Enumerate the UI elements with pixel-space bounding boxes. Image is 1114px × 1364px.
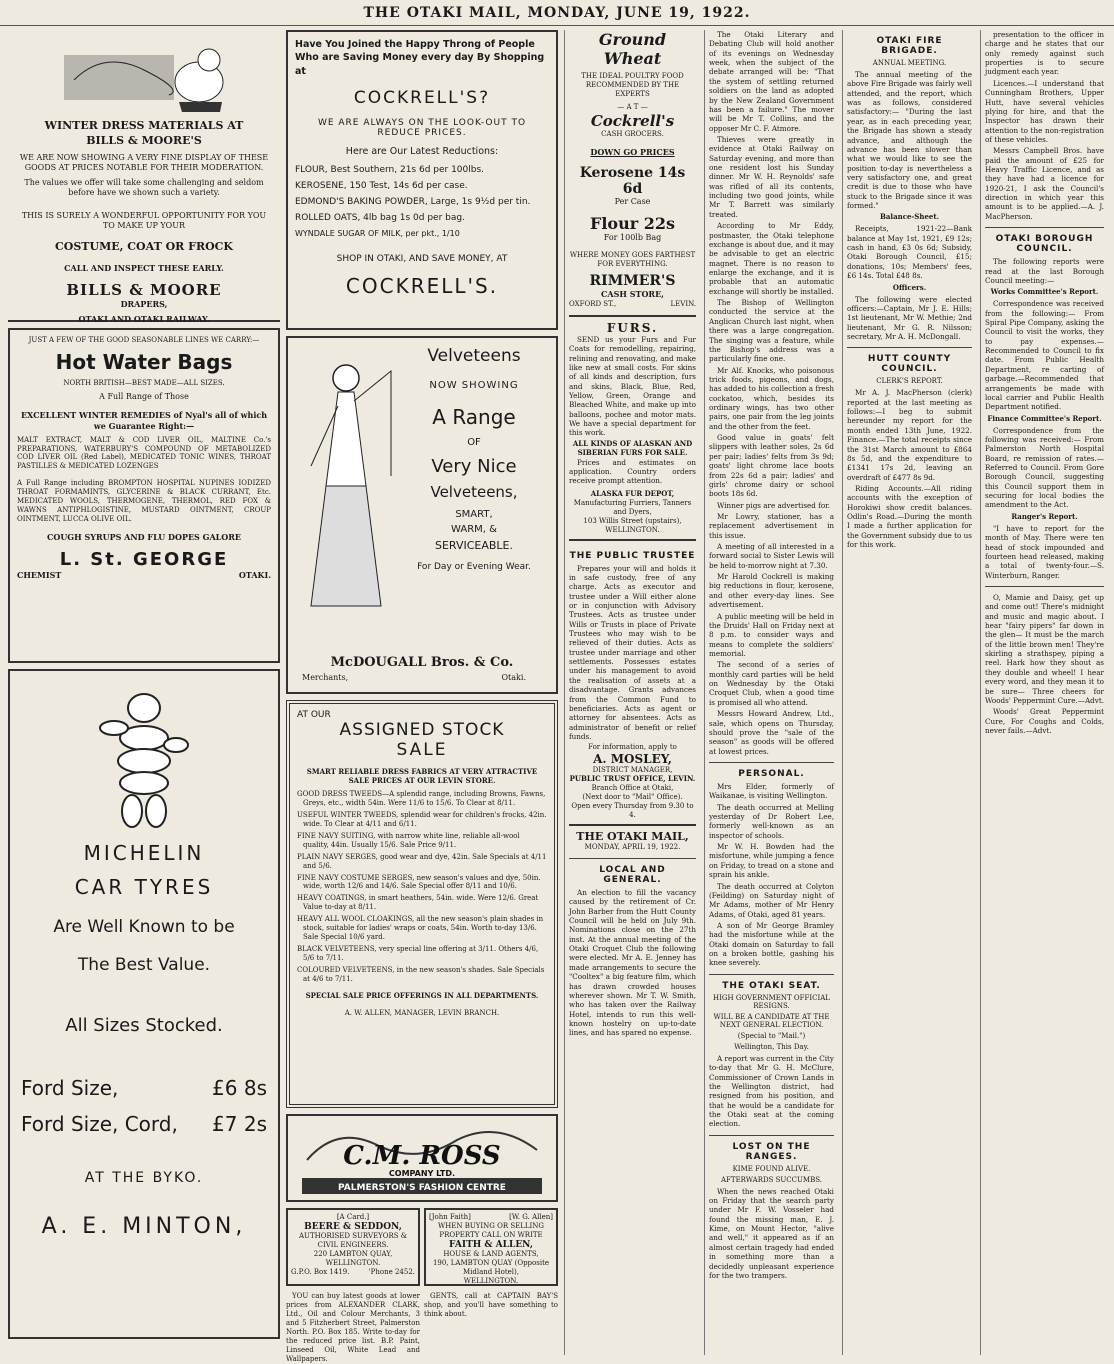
balance-text: Receipts, 1921-22—Bank balance at May 1st, 1921, £9 12s; cash in hand, £3 0s 6d; Subsidy, Otaki Borough Council, £15; donations, 10s; Members' fees, £6 14s. Total £48 8s. bbox=[847, 224, 972, 281]
cockrell-edmonds: EDMOND'S BAKING POWDER, Large, 1s 9½d per tin. bbox=[295, 196, 531, 207]
ground-cockrells: Cockrell's bbox=[590, 111, 675, 130]
ross-company: COMPANY LTD. bbox=[388, 1169, 456, 1178]
ross-advert bbox=[286, 1114, 558, 1202]
column-5 bbox=[842, 30, 976, 1355]
ranger-head: Ranger's Report. bbox=[1011, 511, 1078, 521]
ground-wheat-advert bbox=[569, 30, 696, 317]
column-3 bbox=[564, 30, 700, 1355]
public-trustee-advert bbox=[569, 541, 696, 827]
george-cough: COUGH SYRUPS AND FLU DOPES GALORE bbox=[46, 532, 241, 543]
allen-item: GOOD DRESS TWEEDS—A splendid range, including Browns, Fawns, Greys, etc., width 54in. Were 11/6 to 15/6. To Clear at 8/11. bbox=[297, 789, 546, 807]
furs-advert bbox=[569, 317, 696, 541]
ground-rimmer: RIMMER'S bbox=[589, 273, 676, 290]
hutt-text: Mr A. J. MacPherson (clerk) reported at the last meeting as follows:—I beg to submit hereunder my report for the month ended 13th June, 1922. Finance.—The total receipts since the 31st March amount to £864 8s 5d, and the expenditure to £1341 17s 2d, leaving an overdraft of £477 8s 9d. bbox=[847, 388, 972, 482]
bramley-para: A son of Mr George Bramley had the misfortune while at the Otaki domain on Saturday to fall on a broken bottle, gashing his knee severely. bbox=[709, 920, 834, 968]
velv-serviceable: SERVICEABLE. bbox=[434, 539, 514, 552]
cockrell-name: COCKRELL'S? bbox=[353, 87, 491, 108]
officers-head: Officers. bbox=[892, 282, 927, 292]
works-text: Correspondence was received from the following:— From Spiral Pipe Company, asking the Council to visit the works, they to pay expenses.—Recommended to Council to fix date. From Public Health Department, re carting of garbage.—Recommended that arrangements be made with local carrier and Public Health Department notified. bbox=[985, 299, 1104, 412]
bills-headline-2: BILLS & MOORE'S bbox=[86, 133, 202, 147]
faith-addr: 190, LAMBTON QUAY (Opposite Midland Hotel), bbox=[432, 1258, 550, 1276]
ross-tagline: PALMERSTON'S FASHION CENTRE bbox=[338, 1183, 506, 1193]
column-4 bbox=[704, 30, 838, 1355]
allen-item: HEAVY ALL WOOL CLOAKINGS, all the new season's plain shades in stock, suitable for ladies' wraps or coats, 54in. Worth to-day 13/6. Sale Special 10/6 yard. bbox=[297, 915, 544, 942]
masthead: THE OTAKI MAIL, MONDAY, JUNE 19, 1922. bbox=[0, 0, 1114, 26]
bills-headline: WINTER DRESS MATERIALS AT bbox=[44, 119, 244, 132]
seat-place: Wellington, This Day. bbox=[734, 1042, 809, 1051]
velv-smart: SMART, bbox=[455, 509, 493, 520]
alaska-depot: ALASKA FUR DEPOT, bbox=[590, 488, 675, 498]
mail-title: THE OTAKI MAIL, bbox=[576, 830, 689, 844]
allen-item: FINE NAVY SUITING, with narrow white line, reliable all-wool quality, 44in. Usually 15/6. Sale Price 9/11. bbox=[297, 831, 520, 849]
faith-name: FAITH & ALLEN, bbox=[449, 1239, 533, 1250]
faith-card-2: [W. G. Allen] bbox=[509, 1213, 553, 1221]
cockrell-lookout: WE ARE ALWAYS ON THE LOOK-OUT TO REDUCE PRICES. bbox=[317, 117, 527, 138]
george-range: A Full Range of Those bbox=[99, 391, 189, 401]
allen-at: AT OUR bbox=[297, 710, 331, 720]
velv-firm: McDOUGALL Bros. & Co. bbox=[330, 655, 514, 670]
velv-of: OF bbox=[467, 437, 481, 448]
seat-sub: HIGH GOVERNMENT OFFICIAL RESIGNS. bbox=[713, 993, 830, 1010]
bills-costume: COSTUME, COAT OR FROCK bbox=[55, 239, 233, 253]
cockrell-latest: Here are Our Latest Reductions: bbox=[345, 145, 499, 157]
mosley-next: (Next door to "Mail" Office). bbox=[582, 793, 683, 802]
george-town: OTAKI. bbox=[238, 569, 271, 580]
bills-intro: WE ARE NOW SHOWING A VERY FINE DISPLAY OF THESE GOODS AT PRICES NOTABLE FOR THEIR MODERATION. bbox=[19, 152, 269, 173]
ranges-text: When the news reached Otaki on Friday that the search party under Mr F. W. Vosseler had found the missing man, E. J. Kime, on Mount Hector, "alive and well," it appeared as if an almost certain tragedy had ended in something more than a decidedly unpleasant experience for the two trampers. bbox=[709, 1186, 834, 1280]
ground-poultry: THE IDEAL POULTRY FOOD RECOMMENDED BY THE EXPERTS bbox=[581, 72, 684, 98]
fire-head: OTAKI FIRE BRIGADE. bbox=[876, 36, 943, 56]
eddy-para: According to Mr Eddy, postmaster, the Otaki telephone exchange is about due, and it may be advisable to get an electric magnet. There is no reason to enlarge the exchange, and it is probable that an automatic exchange will shortly be installed. bbox=[709, 221, 834, 296]
george-chemist: CHEMIST bbox=[17, 569, 62, 580]
alaska-addr: 103 Willis Street (upstairs), WELLINGTON. bbox=[583, 516, 682, 534]
beere-box: G.P.O. Box 1419. bbox=[291, 1267, 350, 1276]
george-list-2: A Full Range including BROMPTON HOSPITAL NUPINES IODIZED THROAT FORMAMINTS, GLYCERINE & BLACK CURRANT, Etc. MEDICATED WOOLS, THERMOGENE, THERMOL, RED FOX & WAWNS ANTIPHLOGISTINE, MUSTARD OINTMENT, CROUP OINTMENT, LUCCA OLIVE OIL. bbox=[17, 479, 271, 524]
debate-para: The Otaki Literary and Debating Club will hold another of its evenings on Wednesday week, when the subject of the debate arranged will be: "That the system of settling returned soldiers on the land as adopted by the New Zealand Government has been a failure." The mover will be Mr T. Collins, and the opposer Mr C. F. Atmore. bbox=[709, 30, 834, 133]
george-remedies: EXCELLENT WINTER REMEDIES of Nyal's all of which we Guarantee Right:— bbox=[20, 410, 268, 431]
trustee-info: For information, apply to bbox=[588, 743, 677, 752]
bills-firm: BILLS & MOORE bbox=[66, 281, 222, 300]
mosley-branch: Branch Office at Otaki, bbox=[591, 784, 674, 793]
meeting-para: A meeting of all interested in a forward social to Sister Lewis will be held to-morrow night at 7.30. bbox=[709, 542, 834, 570]
bills-call: CALL AND INSPECT THESE EARLY. bbox=[64, 262, 224, 273]
knocks-para: Mr Alf. Knocks, who poisonous trick foods, pigeons, and dogs, has added to his collection a fresh cockatoo, which, besides its ordinary wings, has two other pairs, one pair from the leg joints and the other from the feet. bbox=[709, 365, 834, 431]
trustee-text: Prepares your will and holds it in safe custody, free of any charge. Acts as executor and trustee under a Will either alone or in conjunction with Advisory Trustees. Acts as trustee under Wills or Trusts in place of Private Trustees who may wish to be relieved of their duties. Acts as trustee under marriage and other settlements. Possesses estates under his management to avoid the realisation of assets at a disadvantage. Grants advances from the Common Fund to beneficiaries. Acts as agent or attorney for absentees. Acts as administrator of benefit or relief funds. bbox=[569, 563, 696, 741]
allen-title-1: ASSIGNED STOCK bbox=[339, 720, 505, 740]
michelin-tyres: CAR TYRES bbox=[74, 875, 214, 899]
furs-all: ALL KINDS OF ALASKAN AND SIBERIAN FURS FOR SALE. bbox=[572, 438, 693, 457]
velv-range: A Range bbox=[432, 405, 516, 429]
local-head: LOCAL AND GENERAL. bbox=[599, 864, 666, 885]
ground-flour: Flour 22s bbox=[589, 213, 675, 233]
lowry-para: Mr Lowry, stationer, has a replacement advertisement in this issue. bbox=[709, 511, 834, 540]
velv-velveteens: Velveteens, bbox=[430, 483, 518, 501]
trustee-head: THE PUBLIC TRUSTEE bbox=[569, 550, 696, 561]
faith-city: WELLINGTON. bbox=[463, 1276, 519, 1285]
alaska-role: Manufacturing Furriers, Tanners and Dyers, bbox=[573, 498, 692, 516]
allen-sale-advert bbox=[286, 700, 558, 1108]
column-1 bbox=[8, 30, 280, 1355]
allen-title-2: SALE bbox=[396, 740, 448, 760]
ground-cash: CASH STORE, bbox=[601, 289, 664, 300]
velveteens-advert bbox=[286, 336, 558, 694]
velv-merchants: Merchants, bbox=[302, 673, 349, 683]
ground-levin: LEVIN. bbox=[670, 299, 696, 308]
mail-date: MONDAY, APRIL 19, 1922. bbox=[584, 843, 681, 852]
fire-sub: ANNUAL MEETING. bbox=[872, 59, 947, 67]
velv-wear: For Day or Evening Wear. bbox=[417, 562, 531, 572]
michelin-at: AT THE BYKO. bbox=[84, 1170, 204, 1186]
george-title: Hot Water Bags bbox=[55, 349, 233, 374]
allen-item: USEFUL WINTER TWEEDS, splendid wear for children's frocks, 42in. wide. To Clear at 4/11 and 6/11. bbox=[297, 810, 547, 828]
allen-intro: SMART RELIABLE DRESS FABRICS AT VERY ATTRACTIVE SALE PRICES AT OUR LEVIN STORE. bbox=[306, 767, 538, 785]
bills-opportunity: THIS IS SURELY A WONDERFUL OPPORTUNITY FOR YOU TO MAKE UP YOUR bbox=[21, 210, 267, 231]
ross-scroll-logo bbox=[297, 1120, 547, 1198]
mosley-name: A. MOSLEY, bbox=[593, 752, 672, 767]
hutt-sub: CLERK'S REPORT. bbox=[876, 377, 943, 386]
beere-seddon-card bbox=[286, 1208, 420, 1286]
seat-special: (Special to "Mail.") bbox=[737, 1031, 806, 1040]
ford-size-label: Ford Size, bbox=[21, 1076, 119, 1100]
michelin-known: Are Well Known to be bbox=[53, 917, 235, 937]
works-head: Works Committee's Report. bbox=[990, 287, 1099, 297]
bills-moore-advert bbox=[8, 30, 280, 322]
cockrell-wyndale: WYNDALE SUGAR OF MILK, per pkt., 1/10 bbox=[295, 228, 460, 238]
cockrell-footer: COCKRELL'S. bbox=[345, 273, 499, 298]
ranger-text: "I have to report for the month of May. There were ten head of stock impounded and fourteen head released, making a total of twenty-four.—S. Winterburn, Ranger. bbox=[985, 523, 1104, 580]
hutt-head: HUTT COUNTY COUNCIL. bbox=[867, 354, 952, 375]
michelin-advert bbox=[8, 669, 280, 1339]
velv-very-nice: Very Nice bbox=[431, 456, 517, 477]
michelin-name: A. E. MINTON, bbox=[41, 1214, 247, 1239]
michelin-value: The Best Value. bbox=[77, 955, 211, 975]
andrew-para: Messrs Howard Andrew, Ltd., sale, which opens on Thursday, should prove the "sale of the season" as goods will be offered at lowest prices. bbox=[709, 709, 834, 756]
ground-oxford: OXFORD ST., bbox=[569, 299, 617, 308]
michelin-brand: MICHELIN bbox=[83, 841, 205, 865]
cockrell-kerosene: KEROSENE, 150 Test, 14s 6d per case. bbox=[295, 180, 468, 191]
gents-notice: GENTS, call at CAPTAIN BAY'S shop, and you'll have something to think about. bbox=[424, 1292, 558, 1318]
allen-special: SPECIAL SALE PRICE OFFERINGS IN ALL DEPARTMENTS. bbox=[305, 991, 539, 1001]
ground-percase: Per Case bbox=[614, 197, 651, 207]
beere-name: BEERE & SEDDON, bbox=[304, 1221, 402, 1232]
death-para: The death occurred at Melling yesterday of Dr Robert Lee, formerly well-known as an inspector of schools. bbox=[709, 802, 834, 840]
presentation-para: presentation to the officer in charge and he states that our only remedy against such properties is to secure judgment each year. bbox=[985, 30, 1104, 77]
borough-intro: The following reports were read at the last Borough Council meeting:— bbox=[985, 257, 1104, 285]
finance-text: Correspondence from the following was received:— From Palmerston North Hospital Board, re remission of rates.—Referred to Council. From Gore Borough Council, suggesting this Council support them in securing for local bodies the amendment to the Act. bbox=[985, 425, 1104, 510]
ground-at: — A T — bbox=[617, 102, 648, 111]
allen-item: FINE NAVY COSTUME SERGES, new season's values and dye, 50in. wide, worth 12/6 and 14/6. Sale Special offer 8/11 and 10/6. bbox=[297, 873, 541, 891]
mosley-role: DISTRICT MANAGER, bbox=[592, 766, 673, 775]
cockrell-shop: SHOP IN OTAKI, AND SAVE MONEY, AT bbox=[336, 253, 508, 264]
allen-manager: A. W. ALLEN, MANAGER, LEVIN BRANCH. bbox=[344, 1008, 500, 1017]
cards-para: The second of a series of monthly card parties will be held on Wednesday by the Otaki Croquet Club, when a good time is promised all who attend. bbox=[709, 660, 834, 707]
lady-illustration bbox=[296, 356, 396, 626]
local-text: An election to fill the vacancy caused by the retirement of Cr. John Barber from the Hutt County Council will be held on July 9th. Nominations close on the 27th inst. At the annual meeting of the Otaki Croquet Club the following were elected. Mr A. E. Jenney has made arrangements to secure the "Cooltex" a big feature film, which has drawn crowded houses wherever shown. Mr T. W. Smith, who has taken over the Railway Hotel, intends to run this well-known hostelry on up-to-date lines, and has spared no expense. bbox=[569, 887, 696, 1038]
seat-sub-2: WILL BE A CANDIDATE AT THE NEXT GENERAL ELECTION. bbox=[713, 1012, 830, 1029]
rhyme-para: O, Mamie and Daisy, get up and come out! There's midnight and music and magic about. I hear "fairy pipers" far down in the glen— It must be the march of the little brown men! They're skirling a strathspey, piping a reel. Hark how they shout as they double and wheel! I hear every word, and they mean it to be sure— Three cheers for Woods' Peppermint Cure.—Advt. bbox=[985, 592, 1104, 705]
allen-item: COLOURED VELVETEENS, in the new season's shades. Sale Specials at 4/6 to 7/11. bbox=[297, 966, 545, 984]
beere-card: [A Card.] bbox=[336, 1213, 370, 1221]
george-subtitle: NORTH BRITISH—BEST MADE—ALL SIZES. bbox=[63, 378, 225, 387]
borough-head: OTAKI BOROUGH COUNCIL. bbox=[995, 234, 1094, 255]
cockrell-adv-para: Mr Harold Cockrell is making big reductions in flour, kerosene, and other every-day lines. See advertisement. bbox=[709, 572, 834, 610]
ground-grocers: CASH GROCERS. bbox=[601, 129, 664, 138]
faith-allen-card bbox=[424, 1208, 558, 1286]
furs-text: SEND us your Furs and Fur Coats for remodelling, repairing, relining and renovating, and make like new at small costs. For skins of all kinds and description, furs and skins, Black, Blue, Red, Yellow, Green, Orange and Bleached White, and make up into balloons, pochee and motor mats. We have a special department for this work. bbox=[569, 334, 696, 438]
adams-para: The death occurred at Colyton (Feilding) on Saturday night of Mr Adams, mother of Mr Henry Adams, of Otaki, aged 81 years. bbox=[709, 881, 834, 919]
ford-cord-label: Ford Size, Cord, bbox=[21, 1112, 178, 1136]
beere-role: AUTHORISED SURVEYORS & CIVIL ENGINEERS. bbox=[298, 1231, 407, 1249]
allen-item: BLACK VELVETEENS, very special line offering at 3/11. Others 4/6, 5/6 to 7/11. bbox=[297, 945, 539, 963]
bowden-para: Mr W. H. Bowden had the misfortune, while jumping a fence on Friday, to tread on a stone and sprain his ankle. bbox=[709, 842, 834, 880]
bills-address: OTAKI AND OTAKI RAILWAY. bbox=[78, 313, 210, 324]
allen-item: PLAIN NAVY SERGES, good wear and dye, 42in. Sale Specials at 4/11 and 5/6. bbox=[297, 852, 547, 870]
woods-para: Woods' Great Peppermint Cure, For Coughs and Colds, never fails.—Advt. bbox=[985, 707, 1104, 735]
seat-head: THE OTAKI SEAT. bbox=[722, 980, 821, 991]
column-6 bbox=[980, 30, 1108, 1355]
beere-phone: 'Phone 2452. bbox=[368, 1267, 415, 1276]
ranges-sub: KIME FOUND ALIVE. bbox=[732, 1164, 811, 1173]
ross-name: C.M. ROSS bbox=[343, 1141, 501, 1171]
ground-perbag: For 100lb Bag bbox=[603, 232, 662, 242]
ford-cord-price: £7 2s bbox=[212, 1112, 267, 1136]
george-list: MALT EXTRACT, MALT & COD LIVER OIL, MALTINE Co.'s PREPARATIONS, WATERBURY'S COMPOUND OF METABOLIZED COD LIVER OIL (Red Label), MEDICATED TONIC WINES, THROAT PASTILLES & MEDICATED LOZENGES bbox=[17, 435, 271, 471]
faith-intro: WHEN BUYING OR SELLING PROPERTY CALL ON WRITE bbox=[437, 1221, 545, 1239]
cockrell-flour: FLOUR, Best Southern, 21s 6d per 100lbs. bbox=[295, 164, 485, 175]
thieves-para: Thieves were greatly in evidence at Otaki Railway on Saturday evening, and more than one resident lost his Sunday dinner. Mr W. H. Reynolds' safe was rifled of all its contents, including two good joints, while Mr T. Barrett was similarly treated. bbox=[709, 134, 834, 219]
furs-prices: Prices and estimates on application. Country orders receive prompt attention. bbox=[569, 457, 696, 486]
mosley-open: Open every Thursday from 9.30 to 4. bbox=[571, 802, 694, 820]
michelin-sizes: All Sizes Stocked. bbox=[65, 1015, 223, 1036]
bishop-para: The Bishop of Wellington conducted the service at the Anglican Church last night, when there was a large congregation. The singing was a feature, while the Bishop's address was a particularly fine one. bbox=[709, 298, 834, 364]
finance-head: Finance Committee's Report. bbox=[987, 413, 1102, 423]
dog-illustration bbox=[44, 40, 244, 115]
michelin-man-illustration bbox=[94, 683, 194, 833]
george-name: L. St. GEORGE bbox=[59, 548, 229, 570]
licences-para: Licences.—I understand that Cunningham Brothers, Upper Hutt, have several vehicles plying for hire, and that the Inspector has drawn their attention to the non-registration of these vehicles. bbox=[985, 78, 1104, 144]
seat-text: A report was current in the City to-day that Mr G. H. McClure, Commissioner of Crown Lands in the Wellington district, had resigned from his position, and that he would be a candidate for the Otaki seat at the coming election. bbox=[709, 1053, 834, 1129]
ground-kero: Kerosene 14s 6d bbox=[579, 165, 686, 198]
ranges-sub-2: AFTERWARDS SUCCUMBS. bbox=[720, 1175, 822, 1184]
cockrell-advert bbox=[286, 30, 558, 330]
velv-title: Velveteens bbox=[427, 346, 521, 366]
cockrell-oats: ROLLED OATS, 4lb bag 1s 0d per bag. bbox=[295, 212, 465, 223]
officers-text: The following were elected officers:—Captain, Mr J. E. Hills; 1st lieutenant, Mr W. Methie; 2nd lieutenant, Mr G. R. Nilsson; secretary, Mr A. H. McDongall. bbox=[847, 294, 972, 341]
ford-size-price: £6 8s bbox=[212, 1076, 267, 1100]
st-george-advert bbox=[8, 328, 280, 663]
velv-now: NOW SHOWING bbox=[429, 380, 519, 391]
bills-values: The values we offer will take some challenging and seldom before have we shown such a variety. bbox=[24, 177, 264, 198]
velv-town: Otaki. bbox=[501, 673, 526, 683]
winner-para: Winner pigs are advertised for. bbox=[717, 500, 831, 510]
george-intro: JUST A FEW OF THE GOOD SEASONABLE LINES WE CARRY:— bbox=[28, 336, 260, 344]
campbell-para: Messrs Campbell Bros. have paid the amount of £25 for Heavy Traffic Licence, and as they have had a licence for 1920-21, I ask the Council's direction in which year this amount is to be applied.—A. J. MacPherson. bbox=[985, 146, 1104, 221]
elder-para: Mrs Elder, formerly of Waikanae, is visiting Wellington. bbox=[709, 781, 834, 801]
faith-role: HOUSE & LAND AGENTS, bbox=[443, 1249, 539, 1258]
column-2 bbox=[286, 30, 558, 1363]
allen-item: HEAVY COATINGS, in smart heathers, 54in. wide. Were 12/6. Great Value to-day at 8/11. bbox=[297, 894, 539, 912]
legs-para: Good value in goats' felt slippers with leather soles, 2s 6d per pair; ladies' felts from 3s 9d; goats' light chrome lace boots from 22s 6d a pair; ladies' and girls' chrome dairy or school boots 18s 6d. bbox=[709, 433, 834, 499]
cockrell-intro: Have You Joined the Happy Throng of People Who are Saving Money every day By Shopping at bbox=[295, 39, 545, 77]
mosley-office: PUBLIC TRUST OFFICE, LEVIN. bbox=[569, 774, 696, 784]
ground-where: WHERE MONEY GOES FARTHEST FOR EVERYTHING. bbox=[569, 251, 696, 269]
clark-notice: YOU can buy latest goods at lower prices from ALEXANDER CLARK, Ltd., Oil and Colour Merchants, 3 and 5 Fitzherbert Street, Palmerston North. P.O. Box 185. Write to-day for the reduced price list. B.P. Paint, Linseed Oil, White Lead and Wallpapers. bbox=[286, 1292, 420, 1363]
balance-head: Balance-Sheet. bbox=[879, 212, 940, 222]
ground-wheat: Ground Wheat bbox=[598, 30, 667, 68]
fire-text: The annual meeting of the above Fire Brigade was fairly well attended, and the report, which was as follows, considered satisfactory:— "During the last year, as in each preceding year, the Brigade has shown a steady advance, and although the advance has been slower than what we would like to see the position to-day is nevertheless a very satisfactory one, and great credit is due to those who have stuck to the Brigade since it was formed." bbox=[847, 70, 972, 211]
ground-down: DOWN GO PRICES bbox=[590, 146, 675, 157]
bills-drapers: DRAPERS, bbox=[120, 299, 168, 310]
faith-card-1: [John Faith] bbox=[429, 1213, 471, 1221]
hutt-text-2: Riding Accounts.—All riding accounts with the exception of Horokiwi show credit balances. Odlin's Road.—During the month I made a further application for the Government subsidy due to us for this work. bbox=[847, 483, 972, 550]
furs-title: FURS. bbox=[606, 320, 659, 335]
velv-warm: WARM, & bbox=[451, 524, 497, 535]
allen-items-list bbox=[297, 790, 547, 984]
ranges-head: LOST ON THE RANGES. bbox=[732, 1141, 811, 1162]
personal-head: PERSONAL. bbox=[738, 768, 805, 779]
beere-addr: 220 LAMBTON QUAY, WELLINGTON. bbox=[313, 1249, 393, 1267]
public-meeting-para: A public meeting will be held in the Druids' Hall on Friday next at 8 p.m. to consider ways and means to complete the soldiers' memorial. bbox=[709, 611, 834, 658]
